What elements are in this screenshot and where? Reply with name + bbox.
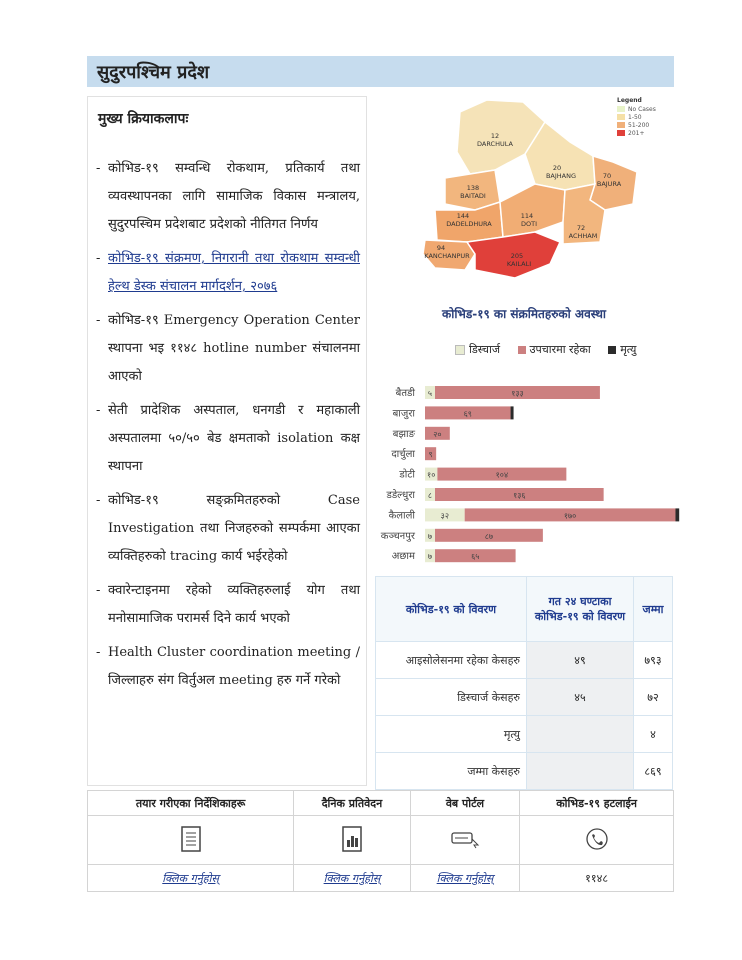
resource-header: दैनिक प्रतिवेदन	[294, 791, 411, 816]
bar-value-label: ८७	[484, 531, 494, 541]
district-name-achham: ACHHAM	[568, 232, 598, 240]
bar-value-label: ७	[427, 531, 433, 541]
category-label: डडेल्धुरा	[386, 490, 415, 501]
activities-title: मुख्य क्रियाकलापः	[98, 111, 189, 127]
district-value-dadeldhura: 144	[456, 212, 470, 220]
map-legend	[617, 97, 656, 137]
legend-label: 201+	[628, 130, 645, 137]
legend-label: 1-50	[628, 114, 642, 121]
district-value-achham: 72	[576, 224, 586, 232]
activity-item: - कोभिड-१९ Emergency Operation Center स्थापना भइ ११४८ hotline number संचालनमा आएको	[94, 307, 360, 391]
bar-value-label: ३२	[440, 511, 450, 521]
activity-item-link[interactable]	[94, 245, 360, 301]
activity-item: - कोभिड-१९ सम्वन्धि रोकथाम, प्रतिकार्य तथा व्यवस्थापनका लागि सामाजिक विकास मन्त्रालय, सुदुरपस्चिम प्रदेशबाट प्रदेशको नीतिगत निर्णय	[94, 155, 360, 239]
bar-value-label: १०४	[495, 470, 509, 480]
resource-header: कोभिड-१९ हटलाईन	[520, 791, 674, 816]
hotline-number: ११४८	[520, 865, 674, 892]
district-name-baitadi: BAITADI	[460, 192, 486, 200]
district-value-darchula: 12	[490, 132, 500, 140]
district-value-baitadi: 138	[466, 184, 480, 192]
activities-panel	[87, 96, 367, 786]
bar-segment	[511, 406, 514, 419]
district-name-kanchanpur: KANCHANPUR	[424, 252, 470, 260]
page-title: सुदुरपश्चिम प्रदेश	[97, 62, 210, 83]
legend-label: No Cases	[628, 106, 656, 113]
district-value-kanchanpur: 94	[436, 244, 446, 252]
web-portal-icon	[450, 829, 480, 849]
map-svg	[375, 92, 673, 292]
resource-header: तयार गरीएका निर्देशिकाहरू	[88, 791, 294, 816]
district-name-doti: DOTI	[520, 220, 538, 228]
district-doti	[500, 184, 565, 237]
table-row: मृत्यु ४	[376, 716, 673, 753]
bar-segment	[675, 508, 679, 521]
district-value-kailali: 205	[510, 252, 524, 260]
bar-value-label: १०	[427, 470, 436, 480]
category-label: बझाङ	[392, 428, 415, 440]
legend-swatch	[617, 106, 625, 112]
bar-value-label: १३६	[513, 491, 526, 500]
bar-value-label: २०	[433, 429, 442, 439]
document-list-icon	[180, 826, 202, 852]
district-name-dadeldhura: DADELDHURA	[446, 220, 492, 228]
district-value-doti: 114	[520, 212, 534, 220]
category-label: डोटी	[399, 469, 415, 481]
category-label: कैलाली	[388, 510, 415, 522]
district-value-bajhang: 20	[552, 164, 562, 172]
district-name-kailali: KAILALI	[506, 260, 532, 268]
legend-item-death: मृत्यु	[608, 342, 636, 357]
bar-value-label: ५	[427, 389, 433, 398]
category-label: कञ्चनपुर	[380, 530, 415, 542]
bar-value-label: ८	[427, 491, 433, 500]
table-header: जम्मा	[634, 577, 673, 642]
table-row: डिस्चार्ज केसहरु ४५ ७२	[376, 679, 673, 716]
bar-value-label: ६५	[471, 552, 480, 562]
bar-value-label: ६९	[463, 409, 472, 419]
activity-item: - Health Cluster coordination meeting / जिल्लाहरु संग विर्तुअल meeting हरु गर्ने गरेको	[94, 639, 360, 695]
activity-item: - कोभिड-१९ सङ्क्रमितहरुको Case Investigation तथा निजहरुको सम्पर्कमा आएका व्यक्तिहरुको tracing कार्य भईरहेको	[94, 487, 360, 571]
bar-value-label: ९	[428, 450, 433, 460]
activity-item: - क्वारेन्टाइनमा रहेको व्यक्तिहरुलाई योग तथा मनोसामाजिक परामर्स दिने कार्य भएको	[94, 577, 360, 633]
guideline-link[interactable]: कोभिड-१९ संक्रमण, निगरानी तथा रोकथाम सम्वन्धी हेल्थ डेस्क संचालन मार्गदर्शन, २०७६	[108, 251, 360, 294]
chart-legend	[455, 342, 650, 357]
map-legend-title: Legend	[617, 97, 642, 104]
district-name-bajhang: BAJHANG	[545, 172, 577, 180]
daily-report-link[interactable]: क्लिक गर्नुहोस्	[323, 871, 381, 885]
resource-header: वेब पोर्टल	[410, 791, 519, 816]
table-row: जम्मा केसहरु ८६९	[376, 753, 673, 790]
category-label: बाजुरा	[392, 408, 415, 420]
legend-swatch	[617, 122, 625, 128]
hotline-phone-icon	[584, 826, 610, 852]
province-map	[375, 92, 673, 292]
table-header: गत २४ घण्टाका कोभिड-१९ को विवरण	[527, 577, 634, 642]
legend-item-discharge: डिस्चार्ज	[455, 342, 500, 357]
report-chart-icon	[341, 826, 363, 852]
district-name-darchula: DARCHULA	[477, 140, 513, 148]
district-name-bajura: BAJURA	[596, 180, 622, 188]
legend-item-treatment: उपचारमा रहेका	[518, 342, 591, 357]
legend-swatch	[617, 130, 625, 136]
table-header: कोभिड-१९ को विवरण	[376, 577, 527, 642]
table-row: आइसोलेसनमा रहेका केसहरु ४९ ७९३	[376, 642, 673, 679]
category-label: अछाम	[391, 551, 415, 563]
legend-label: 51-200	[628, 122, 650, 129]
legend-swatch	[617, 114, 625, 120]
activities-list	[94, 155, 360, 701]
category-label: दार्चुला	[391, 449, 415, 461]
activity-item: - सेती प्रादेशिक अस्पताल, धनगडी र महाकाली अस्पतालमा ५०/५० बेड क्षमताको isolation कक्ष स्थापना	[94, 397, 360, 481]
district-value-bajura: 70	[602, 172, 612, 180]
web-portal-link[interactable]: क्लिक गर्नुहोस्	[436, 871, 494, 885]
bar-value-label: १७०	[563, 511, 577, 521]
summary-table	[375, 576, 673, 790]
category-label: बैतडी	[395, 388, 415, 399]
page-header	[87, 56, 674, 87]
bar-value-label: ७	[427, 552, 433, 562]
bar-value-label: १३३	[511, 389, 524, 398]
bar-chart	[375, 380, 695, 572]
chart-title: कोभिड-१९ का संक्रमितहरुको अवस्था	[442, 307, 606, 321]
guidelines-link[interactable]: क्लिक गर्नुहोस्	[162, 871, 219, 885]
resources-table	[87, 790, 674, 892]
